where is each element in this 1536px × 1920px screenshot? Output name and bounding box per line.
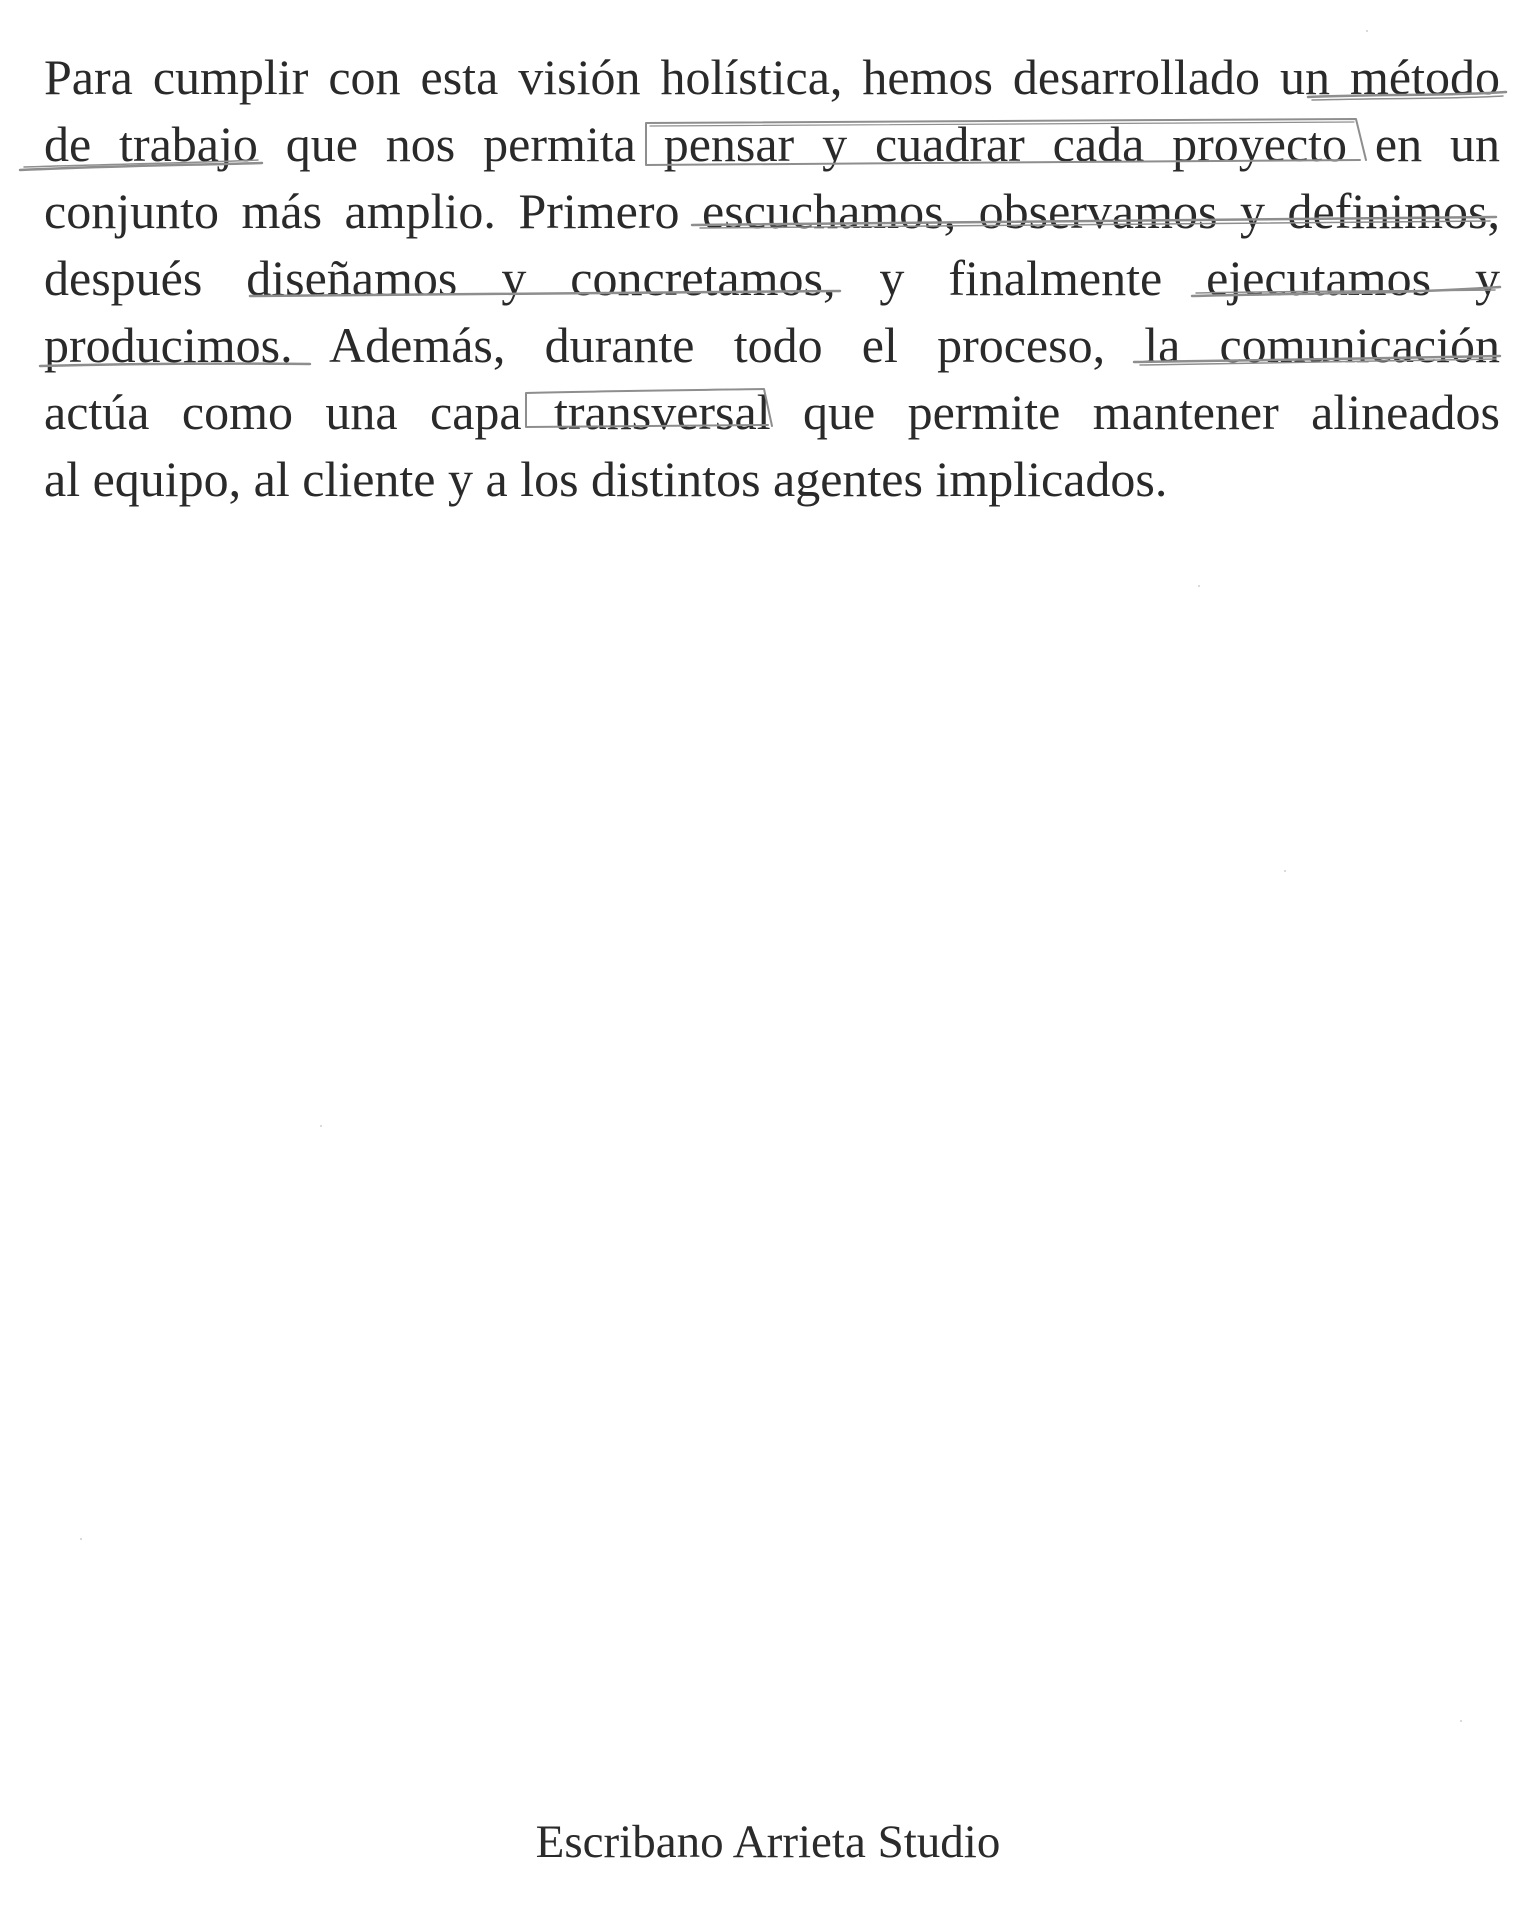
- paper-speck: [1198, 585, 1200, 587]
- paper-speck: [320, 1125, 322, 1127]
- line-text: al equipo, al cliente y a los distintos agentes implicados.: [44, 451, 1168, 507]
- paper-speck: [1284, 870, 1286, 872]
- paragraph-line-4: [44, 245, 1500, 312]
- line-text: actúa como una capa transversal que permite mantener alineados: [44, 384, 1500, 440]
- paper-speck: [1366, 30, 1368, 32]
- paragraph-line-6: [44, 379, 1500, 446]
- paragraph-line-3: [44, 178, 1500, 245]
- paper-speck: [1460, 1720, 1462, 1722]
- line-text: después diseñamos y concretamos, y finalmente ejecutamos y: [44, 250, 1500, 306]
- paragraph-line-5: [44, 312, 1500, 379]
- line-text: Para cumplir con esta visión holística, hemos desarrollado un método: [44, 49, 1500, 105]
- paragraph-line-1: [44, 44, 1500, 111]
- line-text: producimos. Además, durante todo el proceso, la comunicación: [44, 317, 1500, 373]
- line-text: conjunto más amplio. Primero escuchamos, observamos y definimos,: [44, 183, 1500, 239]
- paragraph-line-7: [44, 446, 1500, 513]
- paper-speck: [80, 1538, 82, 1540]
- line-text: de trabajo que nos permita pensar y cuadrar cada proyecto en un: [44, 116, 1500, 172]
- paragraph-line-2: [44, 111, 1500, 178]
- body-paragraph: [44, 44, 1500, 513]
- studio-signature: Escribano Arrieta Studio: [535, 1816, 1001, 1868]
